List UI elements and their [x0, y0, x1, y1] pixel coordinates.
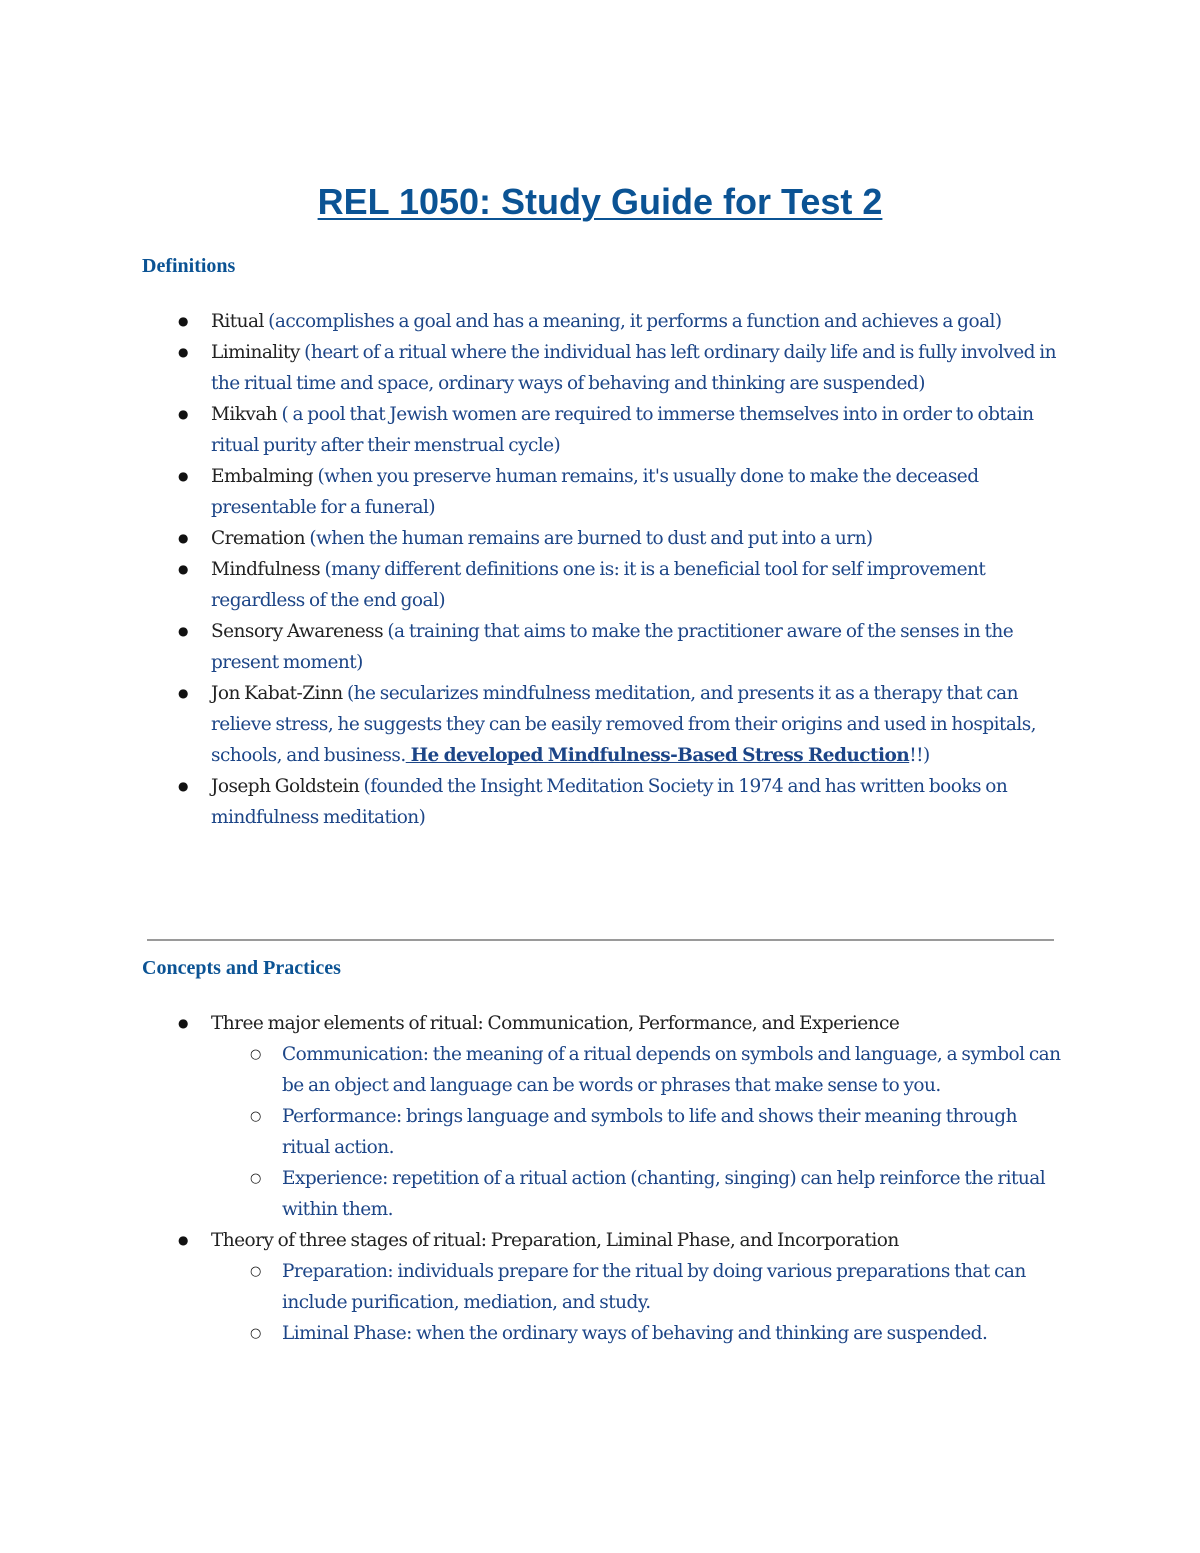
concept-subitem: [0, 1256, 1062, 1318]
hollow-bullet-icon: ○: [250, 1047, 261, 1062]
definition-text: (heart of a ritual where the individual has left ordinary daily life and is fully involved in the ritual time and space, ordinary ways of behaving and thinking are suspended): [211, 342, 1057, 394]
bullet-icon: ●: [178, 469, 188, 483]
bullet-icon: ●: [178, 1016, 188, 1030]
definition-text-tail: !!): [909, 745, 930, 766]
definitions-list: [0, 306, 1200, 833]
subitem-text: Communication: the meaning of a ritual depends on symbols and language, a symbol can be an object and language can be words or phrases that make sense to you.: [282, 1044, 1061, 1096]
definition-term: Mikvah: [211, 404, 278, 425]
bullet-icon: ●: [178, 562, 188, 576]
horizontal-divider: [147, 939, 1054, 941]
concepts-list: [0, 1008, 1200, 1349]
concept-subitem: [0, 1163, 1062, 1225]
definition-item: [0, 461, 1061, 523]
concepts-heading: Concepts and Practices: [142, 957, 341, 979]
definitions-heading: Definitions: [142, 255, 236, 277]
definition-text: (when the human remains are burned to dust and put into a urn): [304, 528, 873, 549]
definition-term: Joseph Goldstein: [211, 776, 360, 797]
bullet-icon: ●: [178, 686, 188, 700]
definition-item: [0, 771, 1061, 833]
bullet-icon: ●: [178, 345, 188, 359]
hollow-bullet-icon: ○: [250, 1109, 261, 1124]
definition-text: (many different definitions one is: it is a beneficial tool for self improvement regardless of the end goal): [211, 559, 986, 611]
concept-item: [0, 1008, 1061, 1039]
concept-subitem: [0, 1101, 1062, 1163]
definition-text: (when you preserve human remains, it's usually done to make the deceased presentable for a funeral): [211, 466, 979, 518]
definition-term: Embalming: [211, 466, 314, 487]
definition-item: [0, 337, 1061, 399]
definition-text: (accomplishes a goal and has a meaning, it performs a function and achieves a goal): [263, 311, 1002, 332]
definition-item: [0, 616, 1061, 678]
definition-text: (a training that aims to make the practitioner aware of the senses in the present moment): [211, 621, 1014, 673]
hollow-bullet-icon: ○: [250, 1264, 261, 1279]
subitem-text: Performance: brings language and symbols to life and shows their meaning through ritual action.: [282, 1106, 1017, 1158]
definition-item: [0, 523, 1061, 554]
bullet-icon: ●: [178, 1233, 188, 1247]
definition-text: ( a pool that Jewish women are required to immerse themselves into in order to obtain ritual purity after their menstrual cycle): [211, 404, 1034, 456]
subitem-text: Liminal Phase: when the ordinary ways of behaving and thinking are suspended.: [282, 1323, 988, 1344]
bullet-icon: ●: [178, 314, 188, 328]
definition-term: Jon Kabat-Zinn: [211, 683, 343, 704]
definition-item: [0, 306, 1061, 337]
definition-text: (founded the Insight Meditation Society in 1974 and has written books on mindfulness meditation): [211, 776, 1008, 828]
definition-item: [0, 678, 1061, 771]
page-title: REL 1050: Study Guide for Test 2: [317, 181, 883, 222]
hollow-bullet-icon: ○: [250, 1171, 261, 1186]
definition-text: (he secularizes mindfulness meditation, and presents it as a therapy that can relieve stress, he suggests they can be easily removed from their origins and used in hospitals, schools, and business.: [211, 683, 1036, 766]
subitem-text: Preparation: individuals prepare for the ritual by doing various preparations that can include purification, mediation, and study.: [282, 1261, 1026, 1313]
concept-text: Three major elements of ritual: Communication, Performance, and Experience: [211, 1013, 900, 1034]
definition-term: Mindfulness: [211, 559, 321, 580]
bullet-icon: ●: [178, 624, 188, 638]
highlight-text: He developed Mindfulness-Based Stress Reduction: [405, 745, 910, 766]
concept-subitem: [0, 1039, 1062, 1101]
concept-item: [0, 1225, 1061, 1256]
concept-text: Theory of three stages of ritual: Preparation, Liminal Phase, and Incorporation: [211, 1230, 899, 1251]
definition-term: Ritual: [211, 311, 264, 332]
definition-term: Liminality: [211, 342, 300, 363]
concept-subitem: [0, 1318, 1062, 1349]
bullet-icon: ●: [178, 531, 188, 545]
bullet-icon: ●: [178, 407, 188, 421]
hollow-bullet-icon: ○: [250, 1326, 261, 1341]
definition-term: Cremation: [211, 528, 305, 549]
definition-item: [0, 399, 1061, 461]
definition-term: Sensory Awareness: [211, 621, 384, 642]
definition-item: [0, 554, 1061, 616]
bullet-icon: ●: [178, 779, 188, 793]
subitem-text: Experience: repetition of a ritual action (chanting, singing) can help reinforce the ritual within them.: [282, 1168, 1046, 1220]
